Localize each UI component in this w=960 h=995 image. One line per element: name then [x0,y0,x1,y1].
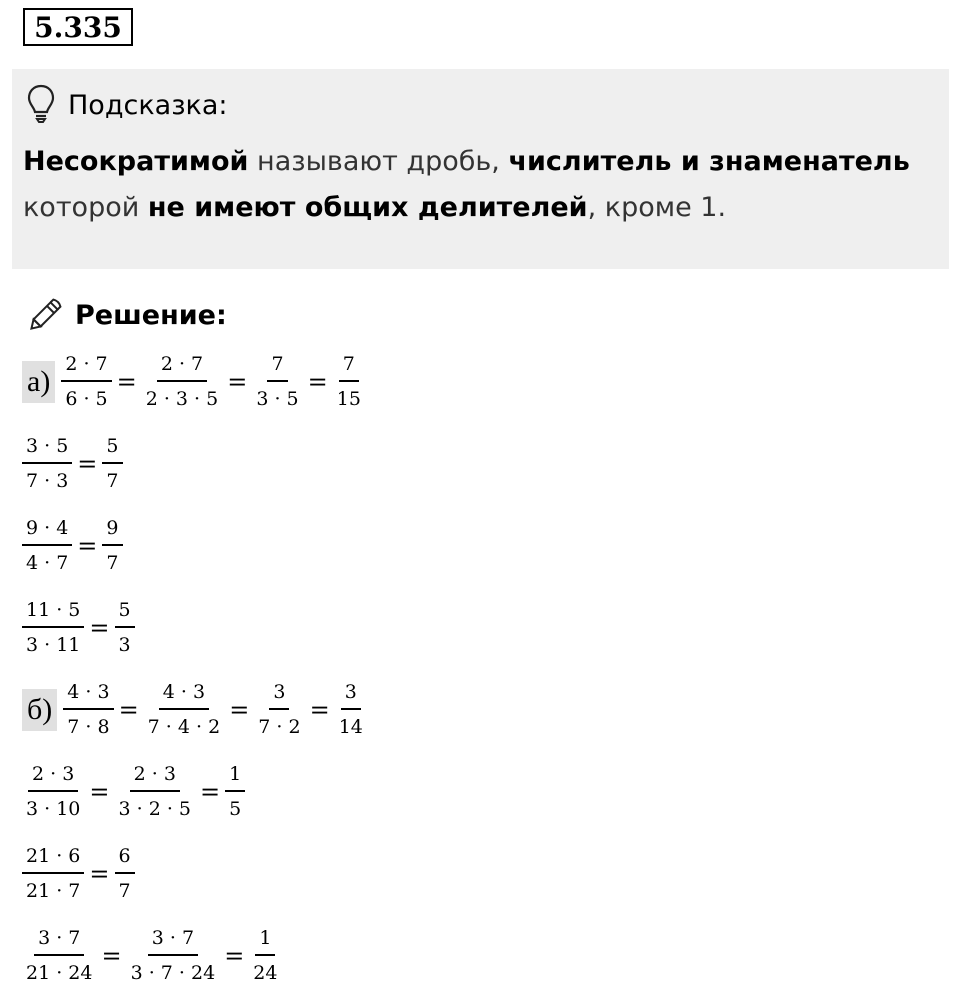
numerator: 2 · 3 [28,765,78,792]
item-label: б) [22,689,57,731]
fraction [22,929,96,983]
numerator: 5 [115,601,135,628]
hint-header [26,83,228,127]
equation-row [22,847,135,901]
denominator: 3 · 2 · 5 [118,798,192,820]
fraction [225,765,245,819]
denominator: 7 · 3 [26,470,69,492]
equals-sign: = [118,696,139,724]
equation-row [22,355,365,409]
denominator: 3 · 5 [256,388,299,410]
equals-sign: = [229,696,250,724]
numerator: 2 · 7 [61,355,111,382]
equals-sign: = [89,778,110,806]
equals-sign: = [116,368,137,396]
numerator: 9 · 4 [22,519,72,546]
equals-sign: = [309,696,330,724]
equals-sign: = [77,532,98,560]
equation-row [22,683,367,737]
numerator: 1 [255,929,275,956]
pencil-icon [27,293,67,337]
equals-sign: = [101,942,122,970]
denominator: 3 · 7 · 24 [130,962,216,984]
numerator: 21 · 6 [22,847,84,874]
denominator: 6 · 5 [65,388,108,410]
denominator: 7 [118,880,131,902]
denominator: 21 · 24 [26,962,93,984]
fraction [249,929,281,983]
equation-row [22,519,123,573]
fraction [22,601,84,655]
numerator: 9 [102,519,122,546]
denominator: 24 [253,962,278,984]
solution-header [27,293,227,337]
solution-title: Решение: [75,299,227,331]
fraction [102,437,122,491]
fraction [61,355,111,409]
denominator: 5 [229,798,242,820]
exercise-number: 5.335 [23,8,133,46]
denominator: 7 [106,552,119,574]
hint-text [23,139,910,231]
hint-box [12,69,949,269]
equals-sign: = [200,778,221,806]
lightbulb-icon [26,83,56,127]
numerator: 4 · 3 [63,683,113,710]
denominator: 3 · 10 [26,798,81,820]
equation-row [22,929,281,983]
equals-sign: = [307,368,328,396]
fraction [115,847,135,901]
fraction [22,765,84,819]
fraction [335,683,367,737]
numerator: 11 · 5 [22,601,84,628]
denominator: 7 [106,470,119,492]
fraction [22,519,72,573]
denominator: 7 · 2 [258,716,301,738]
denominator: 14 [338,716,363,738]
fraction [333,355,365,409]
numerator: 2 · 7 [157,355,207,382]
hint-line-2 [23,185,910,231]
fraction [22,847,84,901]
hint-text-segment: , кроме 1. [587,192,727,223]
hint-line-1 [23,139,910,185]
numerator: 6 [115,847,135,874]
hint-text-segment: называют дробь, [248,146,509,177]
numerator: 5 [102,437,122,464]
numerator: 4 · 3 [159,683,209,710]
fraction [144,683,225,737]
hint-text-segment: которой [23,192,148,223]
equals-sign: = [227,368,248,396]
fraction [142,355,223,409]
equals-sign: = [89,860,110,888]
fraction [115,765,196,819]
numerator: 3 [341,683,361,710]
denominator: 7 · 8 [67,716,110,738]
numerator: 7 [339,355,359,382]
hint-bold-text: Несократимой [23,146,249,177]
numerator: 3 · 7 [148,929,198,956]
hint-bold-text: числитель и знаменатель [508,146,910,177]
item-label: а) [22,361,55,403]
equation-row [22,437,123,491]
denominator: 21 · 7 [26,880,81,902]
numerator: 3 · 5 [22,437,72,464]
denominator: 15 [336,388,361,410]
denominator: 4 · 7 [26,552,69,574]
hint-title: Подсказка: [68,89,228,121]
numerator: 1 [225,765,245,792]
fraction [63,683,113,737]
denominator: 2 · 3 · 5 [145,388,219,410]
numerator: 3 [269,683,289,710]
numerator: 7 [267,355,287,382]
hint-bold-text: не имеют общих делителей [147,192,588,223]
equals-sign: = [77,450,98,478]
equals-sign: = [89,614,110,642]
fraction [254,683,304,737]
equation-row [22,765,245,819]
fraction [22,437,72,491]
denominator: 3 · 11 [26,634,81,656]
fraction [127,929,220,983]
fraction [115,601,135,655]
denominator: 7 · 4 · 2 [147,716,221,738]
equation-row [22,601,135,655]
numerator: 3 · 7 [34,929,84,956]
denominator: 3 [118,634,131,656]
numerator: 2 · 3 [130,765,180,792]
fraction [252,355,302,409]
equals-sign: = [224,942,245,970]
fraction [102,519,122,573]
